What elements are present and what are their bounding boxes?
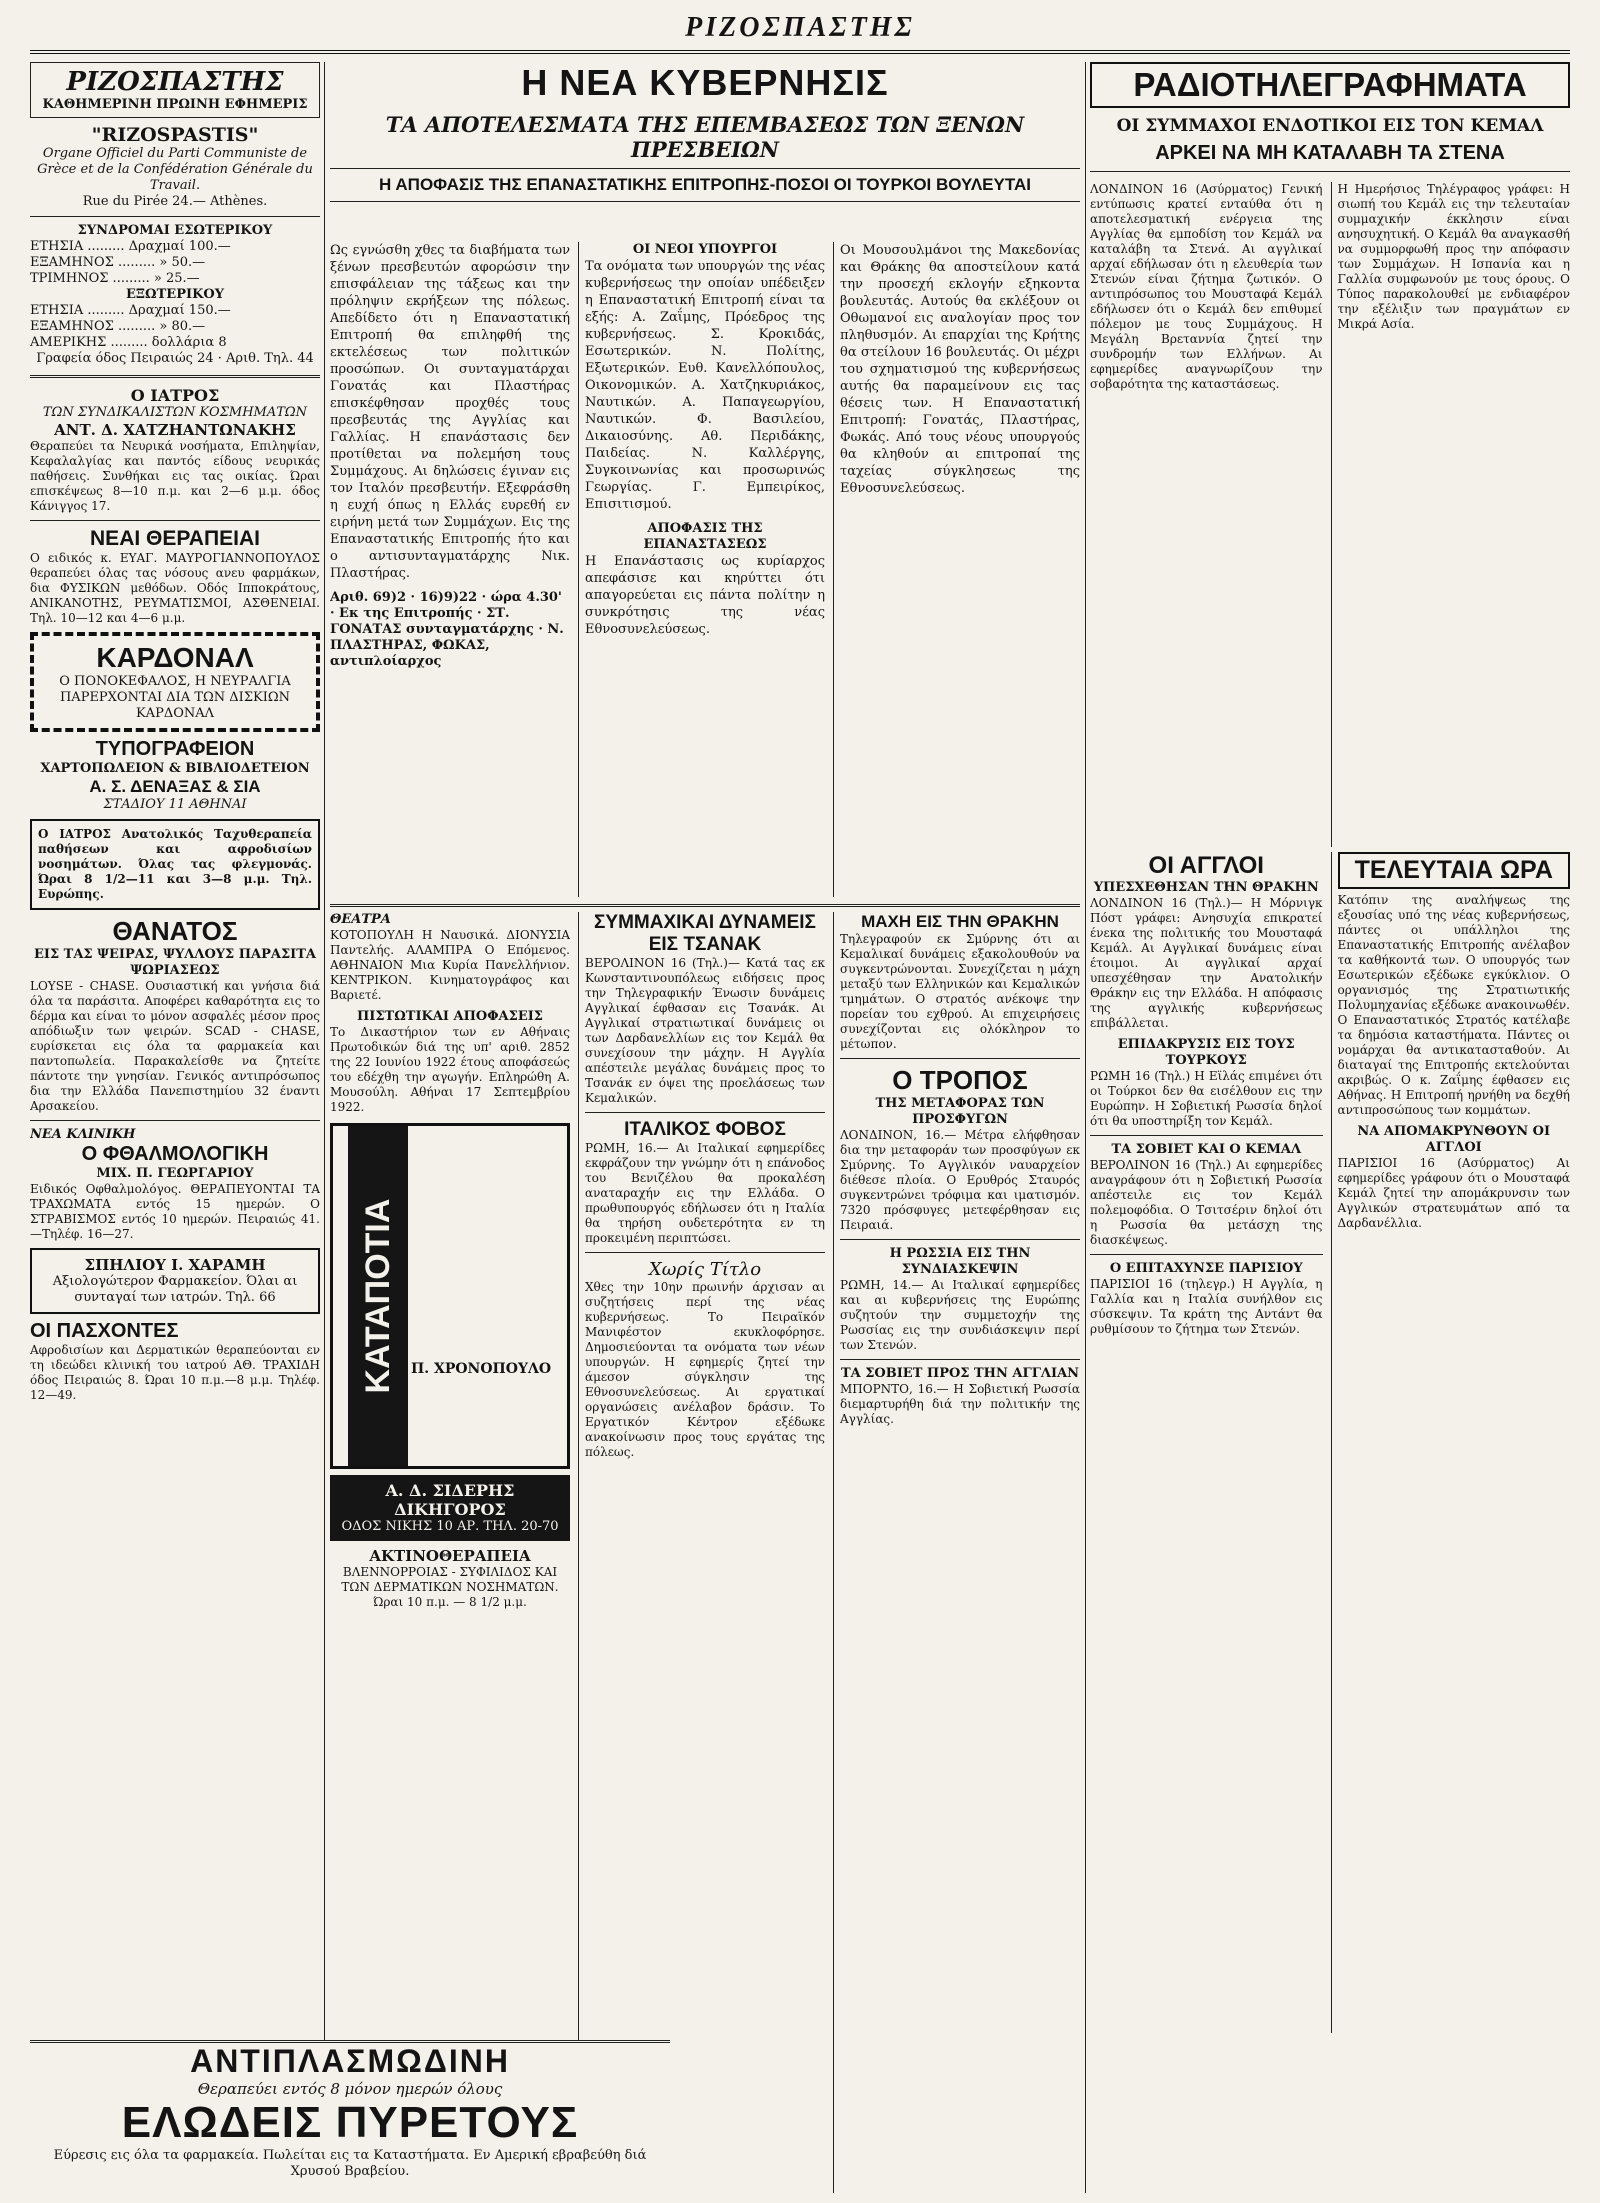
subs-row: ΕΞΑΜΗΝΟΣ ......... » 50.— — [30, 255, 206, 270]
ad-anti-title: ΑΝΤΙΠΛΑΣΜΩΔΙΝΗ — [190, 2043, 510, 2079]
thrace-text: Τηλεγραφούν εκ Σμύρνης ότι αι Κεμαλικαί δυνάμεις εξακολουθούν να συγκεντρώνονται. Συνεχίζεται η μάχη μεταξύ των Ελληνικών και Κεμαλικών τμημάτων. Ο στρατός ανέκοψε την πορείαν του εχθρού. Αι επιχειρήσεις συνεχίζονται εις ολόκληρον το μέτωπον. — [840, 932, 1080, 1051]
death-text: LOYSE - CHASE. Ουσιαστική και γνήσια διά όλα τα παράσιτα. Αποφέρει καθαρότητα εις το δέρμα και είναι το μόνον ασφαλές μέσον προς απόδιωξιν των ψειρών. SCAD - CHASE, ευρίσκεται εις όλα τα φαρμακεία και παντοπωλεία. Παρακαλείσθε να ζητείτε πάντοτε την γνησίαν. Γενικός αντιπρόσωπος δια την Ελλάδα Πανεπιστημίου 32 έναντι Αρσακείου. — [30, 979, 320, 1113]
ad-kardonal-title: ΚΑΡΔΟΝΑΛ — [96, 642, 254, 673]
diplo-title: Ο ΕΠΙΤΑΧΥΝΣΕ ΠΑΡΙΣΙΟΥ — [1109, 1261, 1303, 1276]
right-lower — [1090, 852, 1570, 2033]
radio-body — [1090, 182, 1570, 847]
doctor1-sub: ΤΩΝ ΣΥΝΔΙΚΑΛΙΣΤΩΝ ΚΟΣΜΗΜΑΤΩΝ — [42, 405, 308, 420]
diplo-text: ΠΑΡΙΣΙΟΙ 16 (τηλεγρ.) Η Αγγλία, η Γαλλία και η Ιταλία συνήλθον εις σύσκεψιν. Τα κράτη της Αντάντ θα ρυθμίσουν το ζήτημα των Στενών. — [1090, 1277, 1323, 1336]
masthead-title: ΡΙΖΟΣΠΑΣΤΗΣ — [685, 12, 915, 43]
russia-title: Η ΡΩΣΣΙΑ ΕΙΣ ΤΗΝ ΣΥΝΔΙΑΣΚΕΨΙΝ — [889, 1246, 1031, 1277]
lead-text-c: Οι Μουσουλμάνοι της Μακεδονίας και Θράκης θα αποστείλουν κατά την προσεχή εκλογήν εξηκοντα βουλευτάς. Αυτούς θα εκλέξουν οι Οθωμανοί εις αναλογίαν προς τον πληθυσμόν. Αι επαρχίαι της Κρήτης θα στείλουν 16 βουλευτάς. Οι μέχρι του σχηματισμού της κυβερνήσεως αυτής θα παραμείνουν εις τας θέσεις των. Η Επαναστατική Επιτροπή: Γονατάς, Πλαστήρας, Φωκάς. Από τους νέους υπουργούς θα κληθούν αι επιτροπαί της ταχείας σύγκλησεως της Εθνοσυνελεύσεως. — [840, 243, 1080, 496]
ad-ray-text: ΒΛΕΝΝΟΡΡΟΙΑΣ - ΣΥΦΙΛΙΔΟΣ ΚΑΙ ΤΩΝ ΔΕΡΜΑΤΙΚΩΝ ΝΟΣΗΜΑΤΩΝ. Ώραι 10 π.μ. — 8 1/2 μ.μ. — [341, 1565, 559, 1609]
theatre-text: ΚΟΤΟΠΟΥΛΗ Η Ναυσικά. ΔΙΟΝΥΣΙΑ Παντελής. ΑΛΑΜΠΡΑ Ο Επόμενος. ΑΘΗΝΑΙΟΝ Μια Κυρία Πανελλήνιον. ΚΕΝΤΡΙΚΟΝ. Κινηματογράφος και Βαριετέ. — [330, 928, 570, 1002]
lead-col-b — [578, 242, 825, 897]
ad-lawyer-name: Α. Δ. ΣΙΔΕΡΗΣ ΔΙΚΗΓΟΡΟΣ — [385, 1481, 515, 1519]
lead-text-a: Ως εγνώσθη χθες τα διαβήματα των ξένων πρεσβευτών αφορώσιν την επισφάλειαν της τάξεως και την πρόληψιν εκρήξεων της πόλεως. Απεδίδετο ότι η Επαναστατική Επιτροπή θα επιληφθή της εκτελέσεως των πολιτικών προσώπων. Οι συνταγματάρχαι Γονατάς και Πλαστήρας επισκέφθησαν προχθές τους πρεσβευτάς της Αγγλίας και Γαλλίας. Η επανάστασις δεν προτίθεται να πολεμήση τους Συμμάχους. Αι δηλώσεις έγιναν εις τον Ιταλόν πρεσβευτήν. Εξεφράσθη η ευχή όπως η Ελλάς ευρεθή εν ειρήνη μετά των Συμμάχων. Εις της Επαναστατικής Επιτροπής ήτο και ο αντισυνταγματάρχης Νικ. Πλαστήρας. — [330, 243, 570, 581]
sufferers-title: ΟΙ ΠΑΣΧΟΝΤΕΣ — [30, 1320, 179, 1342]
ad-lawyer — [330, 1475, 570, 1541]
subs-row: ΤΡΙΜΗΝΟΣ ......... » 25.— — [30, 271, 200, 286]
ad-anti-tagline: Θεραπεύει εντός 8 μόνον ημερών όλους — [197, 2080, 503, 2098]
ad-print-name: Α. Σ. ΔΕΝΑΞΑΣ & ΣΙΑ — [89, 777, 261, 796]
ad-print — [30, 738, 320, 813]
sufferers-text: Αφροδισίων και Δερματικών θεραπεύονται εν τη ιδεώδει κλινική του ιατρού ΑΘ. ΤΡΑΧΙΔΗ όδος Πειραιώς 8. Ώραι 10 π.μ.—8 μ.μ. Τηλέφ. 12—49. — [30, 1343, 320, 1402]
right-lower-b — [1331, 852, 1571, 2033]
latin-name: "RIZOSPASTIS" — [91, 124, 259, 146]
ad-harami — [30, 1248, 320, 1314]
eye-kicker: ΝΕΑ ΚΛΙΝΙΚΗ — [30, 1127, 136, 1142]
ad-kardonal-text: Ο ΠΟΝΟΚΕΦΑΛΟΣ, Η ΝΕΥΡΑΛΓΙΑ ΠΑΡΕΡΧΟΝΤΑΙ ΔΙΑ ΤΩΝ ΔΙΣΚΙΩΝ ΚΑΡΔΟΝΑΛ — [59, 674, 291, 721]
titlo-title: Χωρίς Τίτλο — [648, 1259, 762, 1280]
ministers-title: ΟΙ ΝΕΟΙ ΥΠΟΥΡΓΟΙ — [632, 242, 778, 257]
ad-ray-title: ΑΚΤΙΝΟΘΕΡΑΠΕΙΑ — [369, 1547, 531, 1565]
english-sub: ΥΠΕΣΧΕΘΗΣΑΝ ΤΗΝ ΘΡΑΚΗΝ — [1093, 880, 1319, 895]
radio-text-a: ΛΟΝΔΙΝΟΝ 16 (Ασύρματος) Γενική εντύπωσις κρατεί ενταύθα ότι η αποτελεσματική ενέργεια της Αγγλίας θα εμποδίση τον Κεμάλ να καταλάβη τα Στενά. Αι αγγλικαί αρχαί εδήλωσαν ότι η ελευθερία των Στενών είναι ζήτημα ζωτικόν. Ο αντιπρόσωπος του Μουσταφά Κεμάλ εδήλωσεν ότι ο Κεμάλ δεν επιθυμεί πόλεμον με τους Συμμάχους. Η Μεγάλη Βρεταννία ζητεί την συνδρομήν των Ελλήνων. Αι εφημερίδες αναγνωρίζουν την σοβαρότητα της καταστάσεως. — [1090, 182, 1323, 391]
ad-harami-text: Αξιολογώτερον Φαρμακείον. Όλαι αι συνταγαί των ιατρών. Τηλ. 66 — [52, 1274, 298, 1305]
tropos-title: Ο ΤΡΟΠΟΣ — [892, 1065, 1028, 1095]
subs-row: ΕΤΗΣΙΑ ......... Δραχμαί 150.— — [30, 303, 231, 318]
lead-story — [330, 242, 1080, 897]
ad-lawyer-addr: ΟΔΟΣ ΝΙΚΗΣ 10 ΑΡ. ΤΗΛ. 20-70 — [341, 1519, 559, 1534]
nameplate — [30, 62, 320, 118]
ad-print-title: ΤΥΠΟΓΡΑΦΕΙΟΝ — [95, 738, 255, 760]
ad-doctor2 — [30, 819, 320, 910]
notice-title: ΠΙΣΤΩΤΙΚΑΙ ΑΠΟΦΑΣΕΙΣ — [356, 1009, 543, 1024]
paper-name: ΡΙΖΟΣΠΑΣΤΗΣ — [66, 67, 284, 97]
lead-col-c — [833, 242, 1080, 897]
doctor1-title: Ο ΙΑΤΡΟΣ — [130, 386, 220, 405]
death-sub: ΕΙΣ ΤΑΣ ΨΕΙΡΑΣ, ΨΥΛΛΟΥΣ ΠΑΡΑΣΙΤΑ ΨΩΡΙΑΣΕΩΣ — [33, 947, 317, 978]
main-headline: Η ΝΕΑ ΚΥΒΕΡΝΗΣΙΣ — [521, 62, 889, 103]
russia-text: ΡΩΜΗ, 14.— Αι Ιταλικαί εφημερίδες και αι κυβερνήσεις της Ευρώπης συζητούν την συμμετοχήν της Ρωσσίας εις την συνδιάσκεψιν περί των Στενών. — [840, 1278, 1080, 1352]
ad-print-sub: ΧΑΡΤΟΠΩΛΕΙΟΝ & ΒΙΒΛΙΟΔΕΤΕΙΟΝ — [40, 761, 310, 776]
kemal-text: ΒΕΡΟΛΙΝΟΝ 16 (Τηλ.) Αι εφημερίδες αναγράφουν ότι η Σοβιετική Ρωσσία απέστειλε εις τον Κεμάλ πολεμοφόδια. Ο Τσιτσέριν δηλοί ότι η Ρωσσία θα μετάσχη της διασκέψεως. — [1090, 1158, 1323, 1247]
lower-col-a — [330, 912, 570, 2193]
eye-text: Ειδικός Οφθαλμολόγος. ΘΕΡΑΠΕΥΟΝΤΑΙ ΤΑ ΤΡΑΧΩΜΑΤΑ εντός 15 ημερών. Ο ΣΤΡΑΒΙΣΜΟΣ εντός 10 ημερών. Πειραιώς 41.—Τηλέφ. 16—27. — [30, 1182, 320, 1241]
subhead-1: ΤΑ ΑΠΟΤΕΛΕΣΜΑΤΑ ΤΗΣ ΕΠΕΜΒΑΣΕΩΣ ΤΩΝ ΞΕΝΩΝ ΠΡΕΣΒΕΙΩΝ — [385, 112, 1025, 162]
latin-addr: Rue du Pirée 24.— Athènes. — [82, 194, 268, 209]
last-sub: ΝΑ ΑΠΟΜΑΚΡΥΝΘΟΥΝ ΟΙ ΑΓΓΛΟΙ — [1357, 1124, 1551, 1155]
radio-sub2: ΑΡΚΕΙ ΝΑ ΜΗ ΚΑΤΑΛΑΒΗ ΤΑ ΣΤΕΝΑ — [1155, 142, 1505, 164]
masthead — [30, 6, 1570, 54]
right-block — [1090, 62, 1570, 2193]
italy-text: ΡΩΜΗ, 16.— Αι Ιταλικαί εφημερίδες εκφράζουν την γνώμην ότι η επάνοδος του Βενιζέλου θα προκαλέση αναταραχήν εις την Ελλάδα. Ο πρωθυπουργός εδήλωσεν ότι η Ιταλία θα τηρήση ουδετερότητα εν τη προκειμένη περιπτώσει. — [585, 1141, 825, 1245]
lead-col-a — [330, 242, 570, 897]
lower-col-c — [833, 912, 1080, 2193]
tsanak-title: ΣΥΜΜΑΧΙΚΑΙ ΔΥΝΑΜΕΙΣ ΕΙΣ ΤΣΑΝΑΚ — [594, 912, 816, 955]
decision-title: ΑΠΟΦΑΣΙΣ ΤΗΣ ΕΠΑΝΑΣΤΑΣΕΩΣ — [643, 521, 767, 552]
ad-kardonal — [30, 632, 320, 732]
doctor1-name: ΑΝΤ. Δ. ΧΑΤΖΗΑΝΤΩΝΑΚΗΣ — [54, 421, 296, 439]
death-title: ΘΑΝΑΤΟΣ — [112, 916, 238, 946]
ad-kourier-title: ΚΑΤΑΠΟΤΙΑ ΚΟΥΡΙΕΡ — [348, 1126, 408, 1466]
center-block — [330, 62, 1080, 2193]
eye-title: Ο ΦΘΑΛΜΟΛΟΓΙΚΗ — [81, 1143, 269, 1165]
subs-title: ΣΥΝΔΡΟΜΑΙ ΕΣΩΤΕΡΙΚΟΥ — [77, 223, 273, 238]
kemal-title: ΤΑ ΣΟΒΙΕΤ ΚΑΙ Ο ΚΕΜΑΛ — [1111, 1142, 1302, 1157]
theatre-title: ΘΕΑΤΡΑ — [330, 912, 391, 927]
lead-signature: Αριθ. 69)2 · 16)9)22 · ώρα 4.30' · Εκ της Επιτροπής · ΣΤ. ΓΟΝΑΤΑΣ συνταγματάρχης · Ν. ΠΛΑΣΤΗΡΑΣ, ΦΩΚΑΣ, αντιπλοίαρχος — [330, 590, 564, 669]
notice-text: Το Δικαστήριον των εν Αθήναις Πρωτοδικών διά της υπ' αριθ. 2852 της 22 Ιουνίου 1922 έτους αποφάσεώς του εδέχθη την αγωγήν. Επληρώθη Α. Μουσούλη. Αθήναι 17 Σεπτεμβρίου 1922. — [330, 1025, 570, 1114]
lower-section — [330, 912, 1080, 2193]
decision-text: Η Επανάστασις ως κυρίαρχος απεφάσισε και κηρύττει ότι απαγορεύεται εις πάντα πολίτην η συνκρότησις της νέας Εθνοσυνελεύσεως. — [585, 554, 825, 637]
italy-title: ΙΤΑΛΙΚΟΣ ΦΟΒΟΣ — [624, 1119, 786, 1140]
english-text: ΛΟΝΔΙΝΟΝ 16 (Τηλ.)— Η Μόρνιγκ Πόστ γράφει: Ανησυχία επικρατεί ένεκα της πολιτικής του Μουσταφά Κεμάλ. Αι Αγγλικαί δυνάμεις είναι έτοιμοι. Αι αγγλικαί αρχαί υπεσχέθησαν την Ανατολικήν Θράκην εις την Ελλάδα. Η απόφασις της αγγλικής κυβερνήσεως επιβάλλεται. — [1090, 896, 1323, 1030]
radio-sub1: ΟΙ ΣΥΜΜΑΧΟΙ ΕΝΔΟΤΙΚΟΙ ΕΙΣ ΤΟΝ ΚΕΜΑΛ — [1116, 116, 1544, 136]
tsanak-text: ΒΕΡΟΛΙΝΟΝ 16 (Τηλ.)— Κατά τας εκ Κωνσταντινουπόλεως ειδήσεις προς την Τηλεγραφικήν Ένωσιν δυνάμεις Αγγλικαί έφθασαν εις Τσανάκ. Αι Αγγλικαί στρατιωτικαί δυνάμεις οι των Δαρδανελλίων εις τον Κεμάλ θα συνεχίσουν την μάχην. Η Αγγλία απέστειλε μεγάλας δυνάμεις προς το Τσανάκ εν όψει της προελάσεως των Κεμαλικών. — [585, 956, 825, 1105]
subhead-2: Η ΑΠΟΦΑΣΙΣ ΤΗΣ ΕΠΑΝΑΣΤΑΤΙΚΗΣ ΕΠΙΤΡΟΠΗΣ-ΠΟΣΟΙ ΟΙ ΤΟΥΡΚΟΙ ΒΟΥΛΕΥΤΑΙ — [379, 175, 1031, 194]
soviet-title: ΤΑ ΣΟΒΙΕΤ ΠΡΟΣ ΤΗΝ ΑΓΓΛΙΑΝ — [840, 1366, 1080, 1381]
radio-text-b: Η Ημερήσιος Τηλέγραφος γράφει: Η σιωπή του Κεμάλ εις την τελευταίαν συμμαχικήν έκκλησιν είναι ανησυχητική. Ο Κεμάλ θα αναγκασθή να συμμορφωθή προς την απόφασιν των Συμμάχων. Η Ισπανία και η Γαλλία συμφωνούν με τους όρους. Ο Τύπος παρακολουθεί με ενδιαφέρον την εξέλιξιν των πραγμάτων εν Μικρά Ασία. — [1331, 182, 1571, 847]
lower-col-b — [578, 912, 825, 2193]
ad-anti-small: Εύρεσις εις όλα τα φαρμακεία. Πωλείται εις τα Καταστήματα. Εν Αμερική εβραβεύθη διά Χρυσού Βραβείου. — [53, 2148, 647, 2179]
ministers-text: Τα ονόματα των υπουργών της νέας κυβερνήσεως την οποίαν υπέδειξεν η Επαναστατική Επιτροπή είναι τα εξής: Α. Ζαΐμης, Πρόεδρος της κυβερνήσεως. Σ. Κροκιδάς, Εσωτερικών. Ν. Πολίτης, Εξωτερικών. Ευθ. Κανελλόπουλος, Οικονομικών. Α. Χατζηκυριάκος, Ναυτικών. Α. Παπαγεωργίου, Ναυτικών. Φ. Βασιλείου, Δικαιοσύνης. Αθ. Περιδάκης, Παιδείας. Ν. Καλλέργης, Συγκοινωνίας και προσωρινώς Γεωργίας. Γ. Εμπειρίκος, Επισιτισμού. — [585, 259, 825, 512]
eye-name: ΜΙΧ. Π. ΓΕΩΡΓΑΡΙΟΥ — [96, 1166, 254, 1181]
english-text2: ΡΩΜΗ 16 (Τηλ.) Η Εϊλάς επιμένει ότι οι Τούρκοι δεν θα εισέλθουν εις την Ευρώπην. Η Σοβιετική Ρωσσία δηλοί ότι θα υποστηρίξη τον Κεμάλ. — [1090, 1069, 1323, 1128]
ad-kourier-name: Π. ΧΡΟΝΟΠΟΥΛΟ — [411, 1361, 552, 1377]
radio-title: ΡΑΔΙΟΤΗΛΕΓΡΑΦΗΜΑΤΑ — [1090, 62, 1570, 108]
titlo-text: Χθες την 10ην πρωινήν άρχισαν αι συζητήσεις περί της νέας κυβερνήσεως. Το Πειραϊκόν Μανιφέστον εκυκλοφόρησε. Δημοσιεύονται τα ονόματα των νέων υπουργών. Η εφημερίς ζητεί την άμεσον σύγκλησιν της Εθνοσυνελεύσεως. Αι εργατικαί οργανώσεις ανέλαβον δράσιν. Το Εργατικόν Κέντρον εξέδωκε ανακοίνωσιν προς τους εργάτας της πόλεως. — [585, 1280, 825, 1459]
last-title: ΤΕΛΕΥΤΑΙΑ ΩΡΑ — [1338, 852, 1571, 889]
offices: Γραφεία όδος Πειραιώς 24 · Αριθ. Τηλ. 44 — [36, 351, 314, 366]
therapies-title: ΝΕΑΙ ΘΕΡΑΠΕΙΑΙ — [90, 527, 260, 550]
subs-ext-title: ΕΞΩΤΕΡΙΚΟΥ — [126, 287, 224, 302]
doctor2-text: Ο ΙΑΤΡΟΣ Ανατολικός Ταχυθεραπεία παθήσεων και αφροδισίων νοσημάτων. Όλας τας φλεγμονάς. Ώραι 8 1/2—11 και 3—8 μ.μ. Τηλ. Ευρώπης. — [38, 827, 312, 901]
subs-row: ΕΤΗΣΙΑ ......... Δραχμαί 100.— — [30, 239, 231, 254]
last-text: Κατόπιν της αναλήψεως της εξουσίας υπό της νέας κυβερνήσεως, πάντες οι υπάλληλοι της Επαναστατικής Επιτροπής ανέλαβον τα καθήκοντά των. Ο υπουργός των Εσωτερικών εξέδωκε εγκύκλιον. Ο οργανισμός της Στρατιωτικής Πολυμηχανίας εξέδωκε ανακοινωθέν. Ο Επαναστατικός Στρατός κατέλαβε τα δημόσια καταστήματα. Πάντες οι νομάρχαι θα αντικατασταθούν. Αι διαταγαί της Επιτροπής εκτελούνται ακριβώς. Ο κ. Ζαΐμης έφθασεν εις Αθήνας. Η Επιτροπή ηρνήθη να δεχθή αντιπροσώπους των κομμάτων. — [1337, 893, 1570, 1117]
subs-row: ΕΞΑΜΗΝΟΣ ......... » 80.— — [30, 319, 206, 334]
ad-anti-big: ΕΛΩΔΕΙΣ ΠΥΡΕΤΟΥΣ — [121, 2098, 579, 2147]
left-column — [30, 62, 320, 2193]
doctor1-text: Θεραπεύει τα Νευρικά νοσήματα, Επιληψίαν, Κεφαλαλγίας και παντός είδους νευρικάς παθήσεις. Συνθήκαι εις τας οικίας. Ώραι επισκέψεως 8—10 π.μ. και 2—6 μ.μ. όδος Κάνιγγος 17. — [30, 439, 320, 513]
tropos-text: ΛΟΝΔΙΝΟΝ, 16.— Μέτρα ελήφθησαν δια την μεταφοράν των προσφύγων εκ Σμύρνης. Το Αγγλικόν ναυαρχείον διέθεσε πλοία. Ο Ερυθρός Σταυρός συγκεντρώνει τρόφιμα και ιματισμόν. 7320 πρόσφυγες μετεφέρθησαν εις Πειραιά. — [840, 1128, 1080, 1232]
paper-tagline: ΚΑΘΗΜΕΡΙΝΗ ΠΡΩΙΝΗ ΕΦΗΜΕΡΙΣ — [42, 97, 308, 112]
latin-desc: Organe Officiel du Parti Communiste de Grèce et de la Confédération Générale du Travail. — [37, 146, 313, 193]
ad-print-addr: ΣΤΑΔΙΟΥ 11 ΑΘΗΝΑΙ — [103, 797, 247, 812]
ad-kourier — [330, 1123, 570, 1469]
thrace-title: ΜΑΧΗ ΕΙΣ ΤΗΝ ΘΡΑΚΗΝ — [861, 912, 1059, 931]
therapies-text: Ο ειδικός κ. ΕΥΑΓ. ΜΑΥΡΟΓΙΑΝΝΟΠΟΥΛΟΣ θεραπεύει όλας τας νόσους ανευ φαρμάκων, δια ΦΥΣΙΚΩΝ μεθόδων. Οδός Ιπποκράτους, ΑΝΙΚΑΝΟΤΗΣ, ΡΕΥΜΑΤΙΣΜΟΙ, ΑΣΘΕΝΕΙΑΙ. Τηλ. 10—12 και 4—6 μ.μ. — [30, 551, 320, 625]
ad-antiplasmodini — [30, 2040, 670, 2193]
ad-harami-name: ΣΠΗΛΙΟΥ Ι. ΧΑΡΑΜΗ — [84, 1256, 266, 1274]
subs-row: ΑΜΕΡΙΚΗΣ ......... δολλάρια 8 — [30, 335, 227, 350]
latin-block — [30, 124, 320, 210]
english-sub2: ΕΠΙΔΑΚΡΥΣΙΣ ΕΙΣ ΤΟΥΣ ΤΟΥΡΚΟΥΣ — [1117, 1037, 1295, 1068]
soviet-text: ΜΠΟΡΝΤΟ, 16.— Η Σοβιετική Ρωσσία διεμαρτυρήθη διά την πολιτικήν της Αγγλίας. — [840, 1382, 1080, 1426]
last-text2: ΠΑΡΙΣΙΟΙ 16 (Ασύρματος) Αι εφημερίδες γράφουν ότι ο Μουσταφά Κεμάλ ζητεί την απομάκρυνσιν των Αγγλικών στρατευμάτων από τα Δαρδανέλλια. — [1337, 1156, 1570, 1230]
english-title: ΟΙ ΑΓΓΛΟΙ — [1148, 852, 1264, 879]
right-lower-a — [1090, 852, 1323, 2033]
tropos-sub: ΤΗΣ ΜΕΤΑΦΟΡΑΣ ΤΩΝ ΠΡΟΣΦΥΓΩΝ — [875, 1096, 1045, 1127]
